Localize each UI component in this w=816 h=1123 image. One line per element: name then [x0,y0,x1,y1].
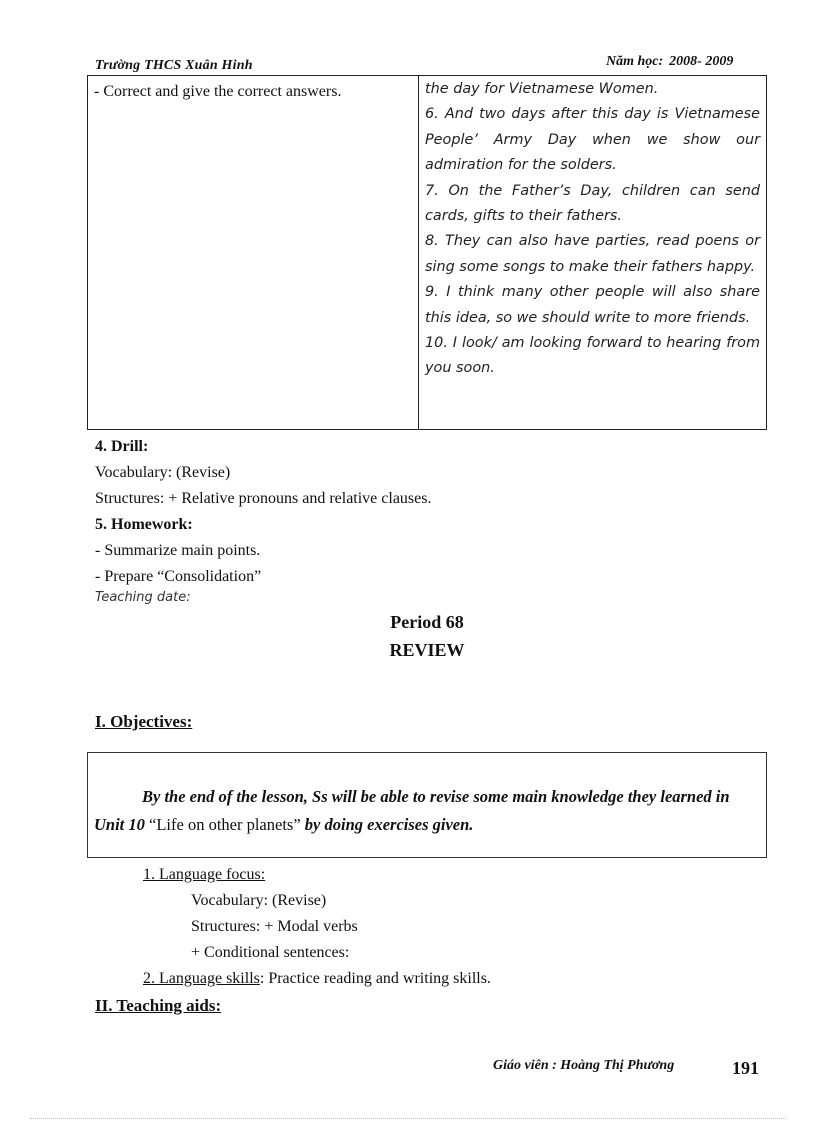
language-skills-line [143,966,491,992]
objectives-text [94,783,754,839]
answers-table [87,75,767,430]
answer-line: 7. On the Father’s Day, children can send cards, gifts to their fathers. [425,182,760,225]
teaching-date: Teaching date: [95,590,191,605]
drill-heading: 4. Drill: [95,438,149,455]
homework-item: - Prepare “Consolidation” [95,568,262,585]
page-number: 191 [732,1058,759,1078]
answer-line: the day for Vietnamese Women. [425,81,659,97]
homework-item: - Summarize main points. [95,542,261,559]
lesson-title: REVIEW [389,640,465,660]
language-focus-conditional: + Conditional sentences: [191,944,350,961]
unit-title: “Life on other planets” [144,815,305,834]
objectives-box [87,752,767,858]
period-title: Period 68 [390,612,464,632]
objectives-text-part1: By the end of the lesson, Ss will be able to revise some main knowledge they learned in Unit 10 [94,787,730,834]
answer-line: 6. And two days after this day is Vietnamese People’ Army Day when we show our admiration for the solders. [425,106,760,174]
drill-homework-section [95,434,431,590]
answer-line: 9. I think many other people will also share this idea, so we should write to more friends. [425,284,760,326]
homework-heading: 5. Homework: [95,516,193,533]
language-focus-structures: Structures: + Modal verbs [191,918,358,935]
answer-line: 10. I look/ am looking forward to hearing from you soon. [425,335,760,377]
drill-structures: Structures: + Relative pronouns and relative clauses. [95,490,432,507]
school-year-header [606,54,733,70]
teaching-aids-heading: II. Teaching aids: [95,996,222,1015]
school-year-label: Năm học: [606,54,664,69]
objectives-text-part2: by doing exercises given. [304,815,474,834]
language-skills-heading: 2. Language skills [143,970,260,987]
drill-vocabulary: Vocabulary: (Revise) [95,464,231,481]
school-year: 2008- 2009 [669,54,734,69]
school-name: Trường THCS Xuân Hinh [95,58,253,73]
language-focus-heading: 1. Language focus: [143,866,266,883]
bottom-divider [30,1118,786,1119]
answer-line: 8. They can also have parties, read poens or sing some songs to make their fathers happy. [425,233,760,275]
language-section [143,862,491,992]
language-skills-text: : Practice reading and writing skills. [259,970,491,987]
language-focus-vocabulary: Vocabulary: (Revise) [191,892,327,909]
table-left-cell: - Correct and give the correct answers. [94,83,342,100]
objectives-heading: I. Objectives: [95,712,193,731]
table-right-cell [425,77,760,382]
teacher-name: Giáo viên : Hoàng Thị Phương [493,1058,675,1073]
table-column-divider [418,76,419,429]
